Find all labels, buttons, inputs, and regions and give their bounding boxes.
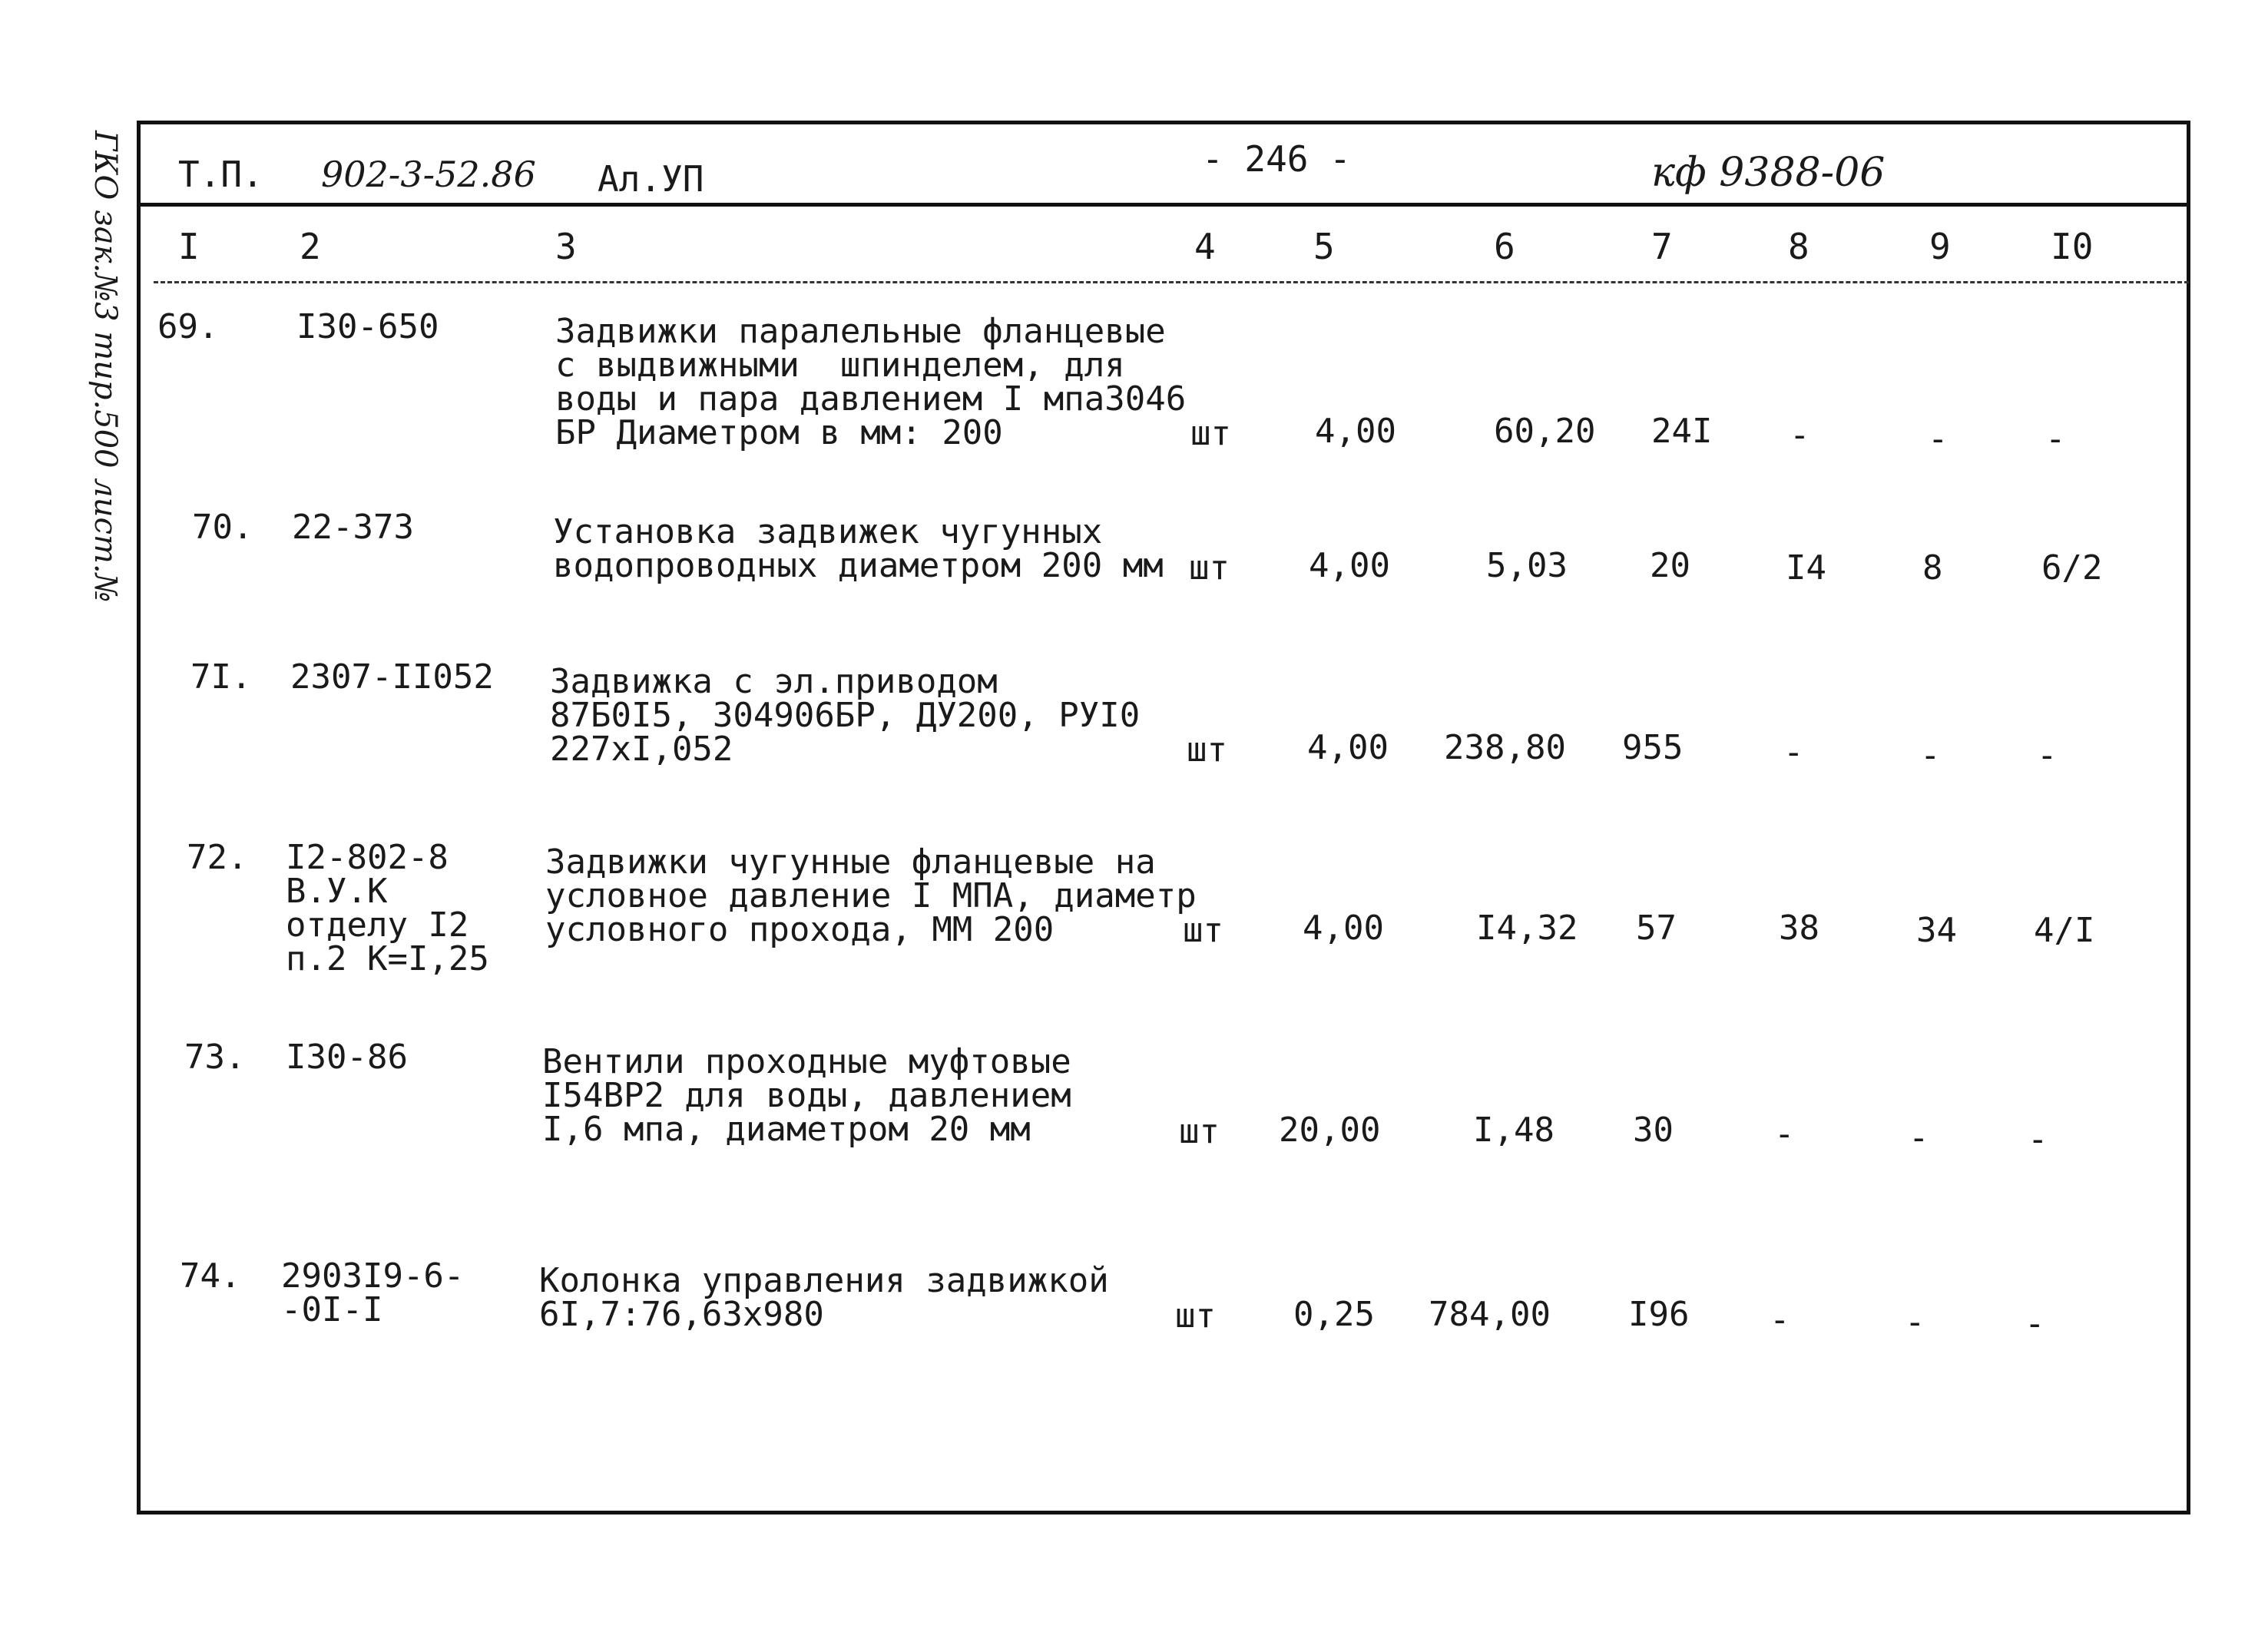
row-quantity: 4,00 [1303,909,1384,948]
row-col8: I4 [1786,548,1826,588]
row-col10: - [2025,1304,2045,1343]
row-unit: шт [1190,414,1231,453]
row-price: 5,03 [1486,546,1568,585]
stamp-code: кф 9388-06 [1651,150,1886,196]
column-header-divider [154,281,2189,283]
row-col8: - [1783,733,1804,772]
col-header-1: I [178,226,200,267]
row-price: 60,20 [1494,412,1596,451]
row-quantity: 4,00 [1315,412,1396,451]
col-header-6: 6 [1494,226,1515,267]
row-col8: - [1770,1300,1790,1339]
row-unit: шт [1187,730,1227,770]
row-description: Задвижки чугунные фланцевые на условное давление I МПА, диаметр условного прохода, ММ 200 [545,842,1197,949]
row-price: I4,32 [1476,909,1578,948]
row-unit: шт [1183,911,1223,950]
row-code: I30-650 [296,307,439,346]
row-total: I96 [1628,1295,1690,1334]
row-col8: - [1774,1114,1795,1154]
col-header-10: I0 [2051,226,2094,267]
row-total: 57 [1636,909,1677,948]
row-col9: - [1920,736,1941,775]
row-description: Задвижка с эл.приводом 87Б0I5, 304906БР, ДУ200, РУI0 227xI,052 [550,662,1141,769]
row-total: 24I [1651,412,1713,451]
row-col10: - [2037,736,2058,775]
header-divider [137,203,2190,207]
row-col9: 8 [1922,548,1943,588]
row-col10: 6/2 [2041,548,2103,588]
row-unit: шт [1189,548,1230,588]
side-note-text: ГКО зак.№3 тир.500 лист.№ [88,131,123,603]
row-col10: - [2045,419,2066,458]
row-col9: - [1905,1303,1925,1342]
row-description: Колонка управления задвижкой 6I,7:76,63x980 [539,1261,1109,1334]
series-label: Т.П. [178,154,263,195]
row-total: 30 [1633,1111,1674,1150]
row-total: 20 [1650,546,1690,585]
row-col8: - [1790,415,1810,455]
row-number: 70. [192,508,253,547]
row-unit: шт [1175,1296,1216,1336]
row-quantity: 0,25 [1293,1295,1375,1334]
col-header-7: 7 [1651,226,1673,267]
row-code: 2903I9-6- -0I-I [281,1256,465,1329]
row-code: 2307-II052 [290,657,494,697]
row-col10: 4/I [2034,911,2095,950]
row-unit: шт [1179,1112,1220,1151]
row-code: I30-86 [286,1038,408,1077]
row-quantity: 4,00 [1309,546,1390,585]
col-header-8: 8 [1788,226,1809,267]
row-col9: - [1909,1118,1929,1157]
col-header-9: 9 [1929,226,1951,267]
row-quantity: 4,00 [1307,728,1389,767]
row-number: 69. [157,307,219,346]
col-header-5: 5 [1313,226,1335,267]
row-total: 955 [1622,728,1684,767]
row-col9: 34 [1916,911,1957,950]
row-price: I,48 [1473,1111,1554,1150]
row-code: 22-373 [292,508,414,547]
side-note [46,131,138,603]
row-price: 238,80 [1444,728,1566,767]
row-description: Установка задвижек чугунных водопроводных диаметром 200 мм [553,512,1164,585]
row-number: 74. [180,1256,241,1296]
row-description: Вентили проходные муфтовые I54BP2 для воды, давлением I,6 мпа, диаметром 20 мм [542,1042,1071,1149]
row-col8: 38 [1779,909,1819,948]
project-code: 902-3-52.86 [321,154,536,195]
row-col10: - [2028,1120,2048,1159]
row-number: 73. [184,1038,246,1077]
row-description: Задвижки паралельные фланцевые с выдвижными шпинделем, для воды и пара давлением I мпа3046 БР Диаметром в мм: 200 [555,312,1187,452]
row-col9: - [1928,419,1948,458]
row-quantity: 20,00 [1279,1111,1381,1150]
row-number: 72. [187,838,248,877]
col-header-4: 4 [1194,226,1216,267]
page-number: - 246 - [1202,138,1351,180]
row-number: 7I. [190,657,252,697]
album-label: Ал.УП [598,158,704,200]
col-header-2: 2 [300,226,321,267]
col-header-3: 3 [555,226,577,267]
row-code: I2-802-8 В.У.К отделу I2 п.2 К=I,25 [286,838,489,978]
row-price: 784,00 [1429,1295,1551,1334]
